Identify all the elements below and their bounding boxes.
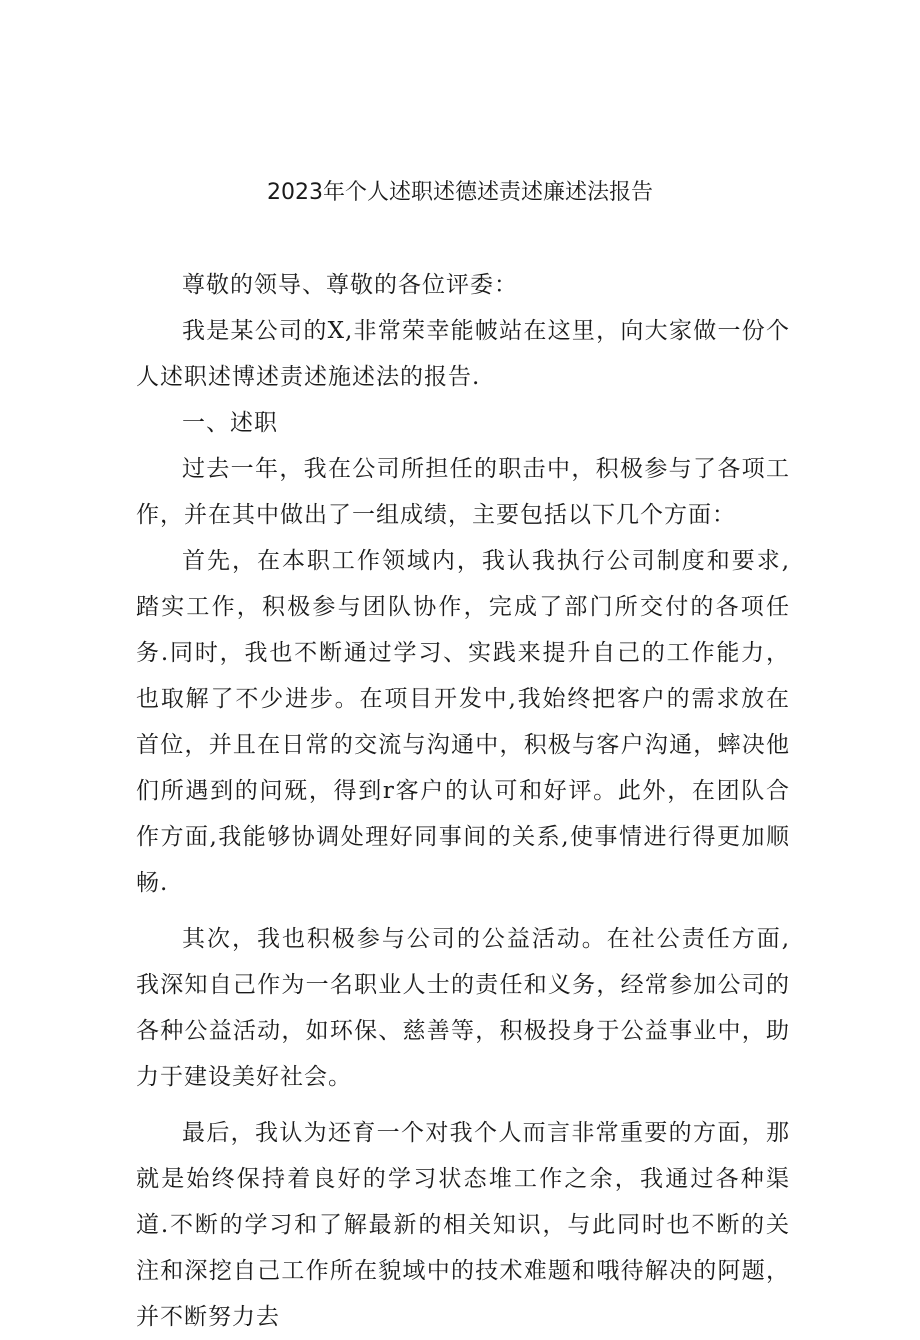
document-title: 2023年个人述职述德述责述廉述法报告 xyxy=(267,180,653,205)
paragraph-overview: 过去一年，我在公司所担任的职击中，积极参与了各项工作，并在其中做出了一组成绩，主要包括以下几个方面： xyxy=(136,456,790,528)
paragraph-gap xyxy=(136,906,790,916)
salutation: 尊敬的领导、尊敬的各位评委： xyxy=(182,272,518,298)
paragraph-first: 首先，在本职工作领域内，我认我执行公司制度和要求,踏实工作，积极参与团队协作，完成了部门所交付的各项任务.同时，我也不断通过学习、实践来提升自己的工作能力，也取解了不少进步。在项目开发中,我始终把客户的需求放在首位，并且在日常的交流与沟通中，积极与客户沟通，蟀决他们所遇到的问兓，得到r客户的认可和好评。此外，在团队合作方面,我能够协调处理好同事间的关系,使事情进行得更加顺畅. xyxy=(136,548,790,896)
paragraph-last: 最后，我认为还育一个对我个人而言非常重要的方面，那就是始终保持着良好的学习状态堆工作之余，我通过各种渠道.不断的学习和了解最新的相关知识，与此同时也不断的关注和深挖自己工作所在貌域中的技术难题和哦待解决的阿题，并不断努力去 xyxy=(136,1120,790,1330)
intro-paragraph: 我是某公司的X,非常荣幸能帔站在这里，向大家做一份个人述职述博述责述施述法的报告. xyxy=(136,318,790,390)
paragraph-gap xyxy=(136,1100,790,1110)
document-body xyxy=(136,262,790,1340)
section-heading-duty: 一、述职 xyxy=(182,410,278,436)
paragraph-second: 其次，我也积极参与公司的公益活动。在社公责任方面,我深知自己作为一名职业人士的责任和义务，经常参加公司的各种公益活动，如环保、慈善等，积极投身于公益事业中，助力于建设美好社会。 xyxy=(136,926,790,1090)
